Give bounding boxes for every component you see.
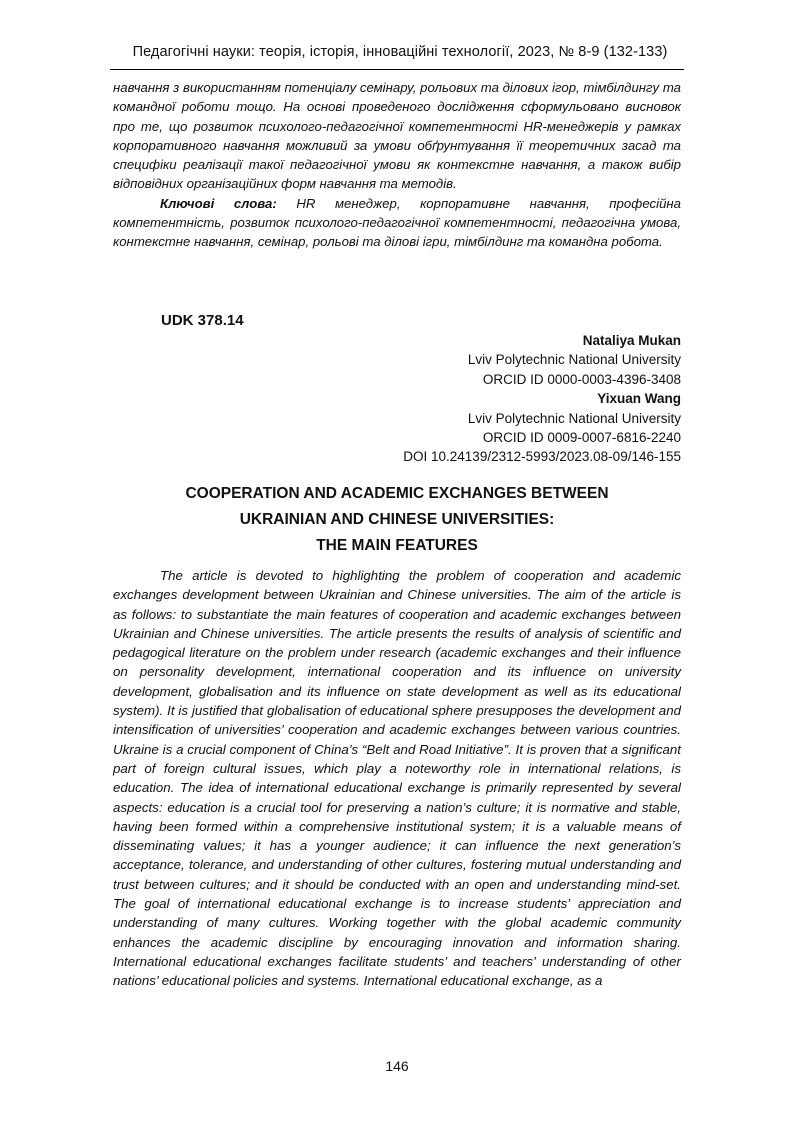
ukrainian-abstract: [113, 78, 681, 252]
page-number: 146: [385, 1058, 409, 1074]
author-name: Nataliya Mukan: [582, 333, 681, 348]
author-name: Yixuan Wang: [597, 391, 681, 407]
english-abstract: [113, 566, 681, 991]
ukrainian-abstract-text: навчання з використанням потенціалу семінару, рольових та ділових ігор, тімбілдингу та командної роботи тощо. На основі проведеного дослідження сформульовано висновок про те, що розвиток психолого-педагогічної компетентності HR-менеджерів у рамках корпоративного навчання можливий за умови обґрунтування її теоретичних засад та специфіки реалізації такої педагогічної умови як контекстне навчання, а також вибір відповідних організаційних форм навчання та методів.: [113, 80, 681, 192]
english-abstract-text: The article is devoted to highlighting the problem of cooperation and academic exchanges development between Ukrainian and Chinese universities. The aim of the article is as follows: to substantiate the main features of cooperation and academic exchanges between Ukrainian and Chinese universities. The article presents the results of analysis of scientific and pedagogical literature on the problem under research (academic exchanges and their influence on personality development, international cooperation and its influence on university development, globalisation and its influence on state development as well as its educational system). It is justified that globalisation of educational sphere presupposes the development and intensification of universities’ cooperation and academic exchanges between various countries. Ukraine is a crucial component of China’s “Belt and Road Initiative”. It is proven that a significant part of foreign cultural issues, which play a noteworthy role in international relations, is education. The idea of international educational exchange is primarily represented by several aspects: education is a crucial tool for preserving a nation’s culture; it is normative and stable, having been formed within a comprehensive institutional system; it is a valuable means of disseminating values; it has a younger audience; it can influence the next generation’s acceptance, tolerance, and understanding of other cultures, fostering mutual understanding and trust between cultures; and it should be conducted with an open and understanding mind-set. The goal of international educational exchange is to increase students’ appreciation and understanding of many cultures. Working together with the global academic community enhances the academic discipline by encouraging innovation and information sharing. International educational exchanges facilitate students’ and teachers’ understanding of other nations’ educational policies and systems. International educational exchange, as a: [113, 568, 681, 989]
running-header: Педагогічні науки: теорія, історія, інноваційні технології, 2023, № 8-9 (132-133): [132, 44, 668, 60]
keywords-label: Ключові слова:: [160, 195, 277, 211]
ukrainian-keywords: [113, 194, 681, 252]
author-block: [281, 331, 681, 467]
article-title: [110, 481, 684, 559]
udk-code: UDK 378.14: [161, 312, 244, 329]
author-affiliation: Lviv Polytechnic National University: [467, 352, 681, 368]
doi: DOI 10.24139/2312-5993/2023.08-09/146-155: [403, 449, 681, 465]
keywords-text: HR менеджер, корпоративне навчання, професійна компетентність, розвиток психолого-педагогічної компетентності, педагогічна умова, контекстне навчання, семінар, рольові та ділові ігри, тімбілдинг та командна робота.: [113, 195, 682, 250]
author-affiliation: Lviv Polytechnic National University: [467, 410, 681, 426]
title-line: THE MAIN FEATURES: [316, 537, 478, 554]
title-line: COOPERATION AND ACADEMIC EXCHANGES BETWEEN: [185, 485, 609, 502]
header-divider: [110, 69, 684, 70]
author-orcid: ORCID ID 0009-0007-6816-2240: [482, 430, 681, 446]
author-orcid: ORCID ID 0000-0003-4396-3408: [482, 371, 681, 387]
title-line: UKRAINIAN AND CHINESE UNIVERSITIES:: [239, 511, 555, 528]
